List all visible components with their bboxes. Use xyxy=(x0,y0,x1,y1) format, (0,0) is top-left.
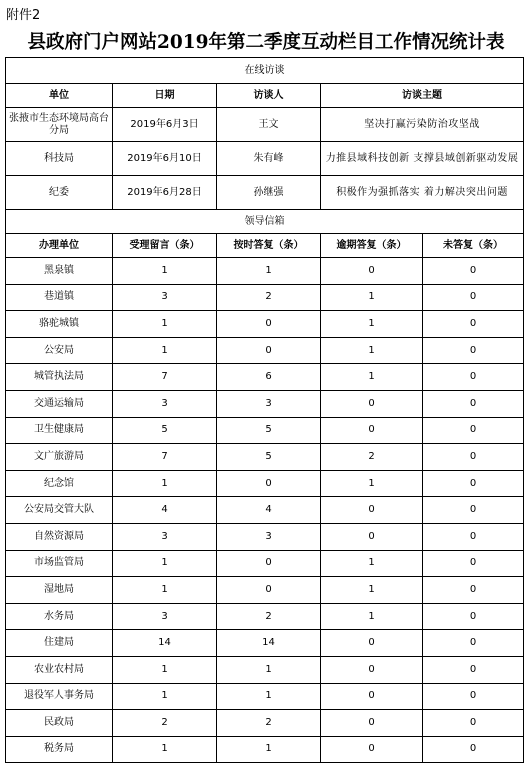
mailbox-ontime: 4 xyxy=(217,497,321,524)
mailbox-header-unit: 办理单位 xyxy=(6,234,113,258)
interview-row xyxy=(6,142,524,176)
mailbox-ontime: 2 xyxy=(217,603,321,630)
mailbox-ontime: 2 xyxy=(217,710,321,737)
mailbox-received: 7 xyxy=(113,364,217,391)
attachment-label: 附件2 xyxy=(6,8,41,23)
interview-unit: 科技局 xyxy=(6,142,113,176)
interview-topic: 积极作为强抓落实 着力解决突出问题 xyxy=(321,176,524,210)
interview-header-interviewee: 访谈人 xyxy=(217,84,321,108)
mailbox-received: 1 xyxy=(113,683,217,710)
table-row xyxy=(6,417,524,444)
mailbox-ontime: 14 xyxy=(217,630,321,657)
table-row xyxy=(6,497,524,524)
mailbox-ontime: 0 xyxy=(217,311,321,338)
mailbox-unanswered: 0 xyxy=(423,444,524,471)
mailbox-overdue: 1 xyxy=(321,364,423,391)
mailbox-unanswered: 0 xyxy=(423,258,524,285)
mailbox-unanswered: 0 xyxy=(423,683,524,710)
mailbox-overdue: 0 xyxy=(321,523,423,550)
interview-topic: 坚决打赢污染防治攻坚战 xyxy=(321,108,524,142)
mailbox-overdue: 0 xyxy=(321,710,423,737)
mailbox-overdue: 0 xyxy=(321,417,423,444)
mailbox-unanswered: 0 xyxy=(423,523,524,550)
mailbox-header-unanswered: 未答复（条） xyxy=(423,234,524,258)
mailbox-received: 1 xyxy=(113,258,217,285)
mailbox-header-received: 受理留言（条） xyxy=(113,234,217,258)
mailbox-received: 3 xyxy=(113,603,217,630)
table-row xyxy=(6,630,524,657)
mailbox-unit: 公安局交管大队 xyxy=(6,497,113,524)
interview-date: 2019年6月28日 xyxy=(113,176,217,210)
mailbox-overdue: 0 xyxy=(321,736,423,763)
mailbox-unit: 文广旅游局 xyxy=(6,444,113,471)
mailbox-unanswered: 0 xyxy=(423,390,524,417)
table-row xyxy=(6,736,524,763)
mailbox-unit: 城管执法局 xyxy=(6,364,113,391)
mailbox-received: 1 xyxy=(113,656,217,683)
mailbox-ontime: 1 xyxy=(217,683,321,710)
mailbox-unit: 退役军人事务局 xyxy=(6,683,113,710)
mailbox-overdue: 2 xyxy=(321,444,423,471)
interview-row xyxy=(6,108,524,142)
mailbox-received: 3 xyxy=(113,390,217,417)
mailbox-received: 1 xyxy=(113,337,217,364)
mailbox-ontime: 1 xyxy=(217,656,321,683)
mailbox-unit: 税务局 xyxy=(6,736,113,763)
interview-header-date: 日期 xyxy=(113,84,217,108)
mailbox-unit: 水务局 xyxy=(6,603,113,630)
table-row xyxy=(6,337,524,364)
mailbox-overdue: 1 xyxy=(321,337,423,364)
mailbox-unanswered: 0 xyxy=(423,656,524,683)
mailbox-unanswered: 0 xyxy=(423,710,524,737)
mailbox-unit: 公安局 xyxy=(6,337,113,364)
mailbox-ontime: 0 xyxy=(217,337,321,364)
mailbox-ontime: 0 xyxy=(217,550,321,577)
mailbox-header-overdue: 逾期答复（条） xyxy=(321,234,423,258)
interview-header-unit: 单位 xyxy=(6,84,113,108)
table-row xyxy=(6,683,524,710)
mailbox-overdue: 1 xyxy=(321,550,423,577)
mailbox-unanswered: 0 xyxy=(423,311,524,338)
interview-header-topic: 访谈主题 xyxy=(321,84,524,108)
mailbox-received: 1 xyxy=(113,577,217,604)
mailbox-received: 1 xyxy=(113,311,217,338)
mailbox-unit: 骆驼城镇 xyxy=(6,311,113,338)
mailbox-unanswered: 0 xyxy=(423,417,524,444)
table-row xyxy=(6,284,524,311)
table-row xyxy=(6,710,524,737)
mailbox-unit: 市场监管局 xyxy=(6,550,113,577)
mailbox-received: 3 xyxy=(113,523,217,550)
mailbox-received: 7 xyxy=(113,444,217,471)
mailbox-unit: 卫生健康局 xyxy=(6,417,113,444)
interview-topic: 力推县域科技创新 支撑县域创新驱动发展 xyxy=(321,142,524,176)
mailbox-unit: 纪念馆 xyxy=(6,470,113,497)
mailbox-overdue: 0 xyxy=(321,390,423,417)
mailbox-unit: 住建局 xyxy=(6,630,113,657)
table-row xyxy=(6,364,524,391)
table-row xyxy=(6,577,524,604)
table-row xyxy=(6,550,524,577)
mailbox-unanswered: 0 xyxy=(423,550,524,577)
mailbox-unanswered: 0 xyxy=(423,470,524,497)
table-row xyxy=(6,523,524,550)
interview-date: 2019年6月3日 xyxy=(113,108,217,142)
mailbox-overdue: 1 xyxy=(321,603,423,630)
interview-person: 王文 xyxy=(217,108,321,142)
mailbox-ontime: 5 xyxy=(217,417,321,444)
mailbox-unit: 湿地局 xyxy=(6,577,113,604)
mailbox-received: 3 xyxy=(113,284,217,311)
mailbox-ontime: 0 xyxy=(217,577,321,604)
mailbox-received: 4 xyxy=(113,497,217,524)
mailbox-overdue: 0 xyxy=(321,683,423,710)
mailbox-unanswered: 0 xyxy=(423,603,524,630)
mailbox-received: 1 xyxy=(113,550,217,577)
mailbox-overdue: 1 xyxy=(321,470,423,497)
table-row xyxy=(6,656,524,683)
mailbox-unanswered: 0 xyxy=(423,337,524,364)
interview-row xyxy=(6,176,524,210)
mailbox-ontime: 3 xyxy=(217,390,321,417)
mailbox-unit: 农业农村局 xyxy=(6,656,113,683)
mailbox-unanswered: 0 xyxy=(423,364,524,391)
mailbox-overdue: 0 xyxy=(321,656,423,683)
mailbox-ontime: 6 xyxy=(217,364,321,391)
mailbox-ontime: 5 xyxy=(217,444,321,471)
mailbox-overdue: 0 xyxy=(321,497,423,524)
table-row xyxy=(6,311,524,338)
mailbox-overdue: 1 xyxy=(321,311,423,338)
mailbox-received: 1 xyxy=(113,470,217,497)
table-row xyxy=(6,258,524,285)
interview-unit: 纪委 xyxy=(6,176,113,210)
mailbox-overdue: 0 xyxy=(321,630,423,657)
mailbox-unanswered: 0 xyxy=(423,577,524,604)
mailbox-unanswered: 0 xyxy=(423,736,524,763)
table-row xyxy=(6,603,524,630)
mailbox-unanswered: 0 xyxy=(423,284,524,311)
mailbox-unit: 自然资源局 xyxy=(6,523,113,550)
mailbox-received: 14 xyxy=(113,630,217,657)
interview-header-row xyxy=(6,84,524,108)
mailbox-header-row xyxy=(6,234,524,258)
mailbox-overdue: 0 xyxy=(321,258,423,285)
mailbox-header-ontime: 按时答复（条） xyxy=(217,234,321,258)
mailbox-ontime: 0 xyxy=(217,470,321,497)
interview-unit: 张掖市生态环境局高台分局 xyxy=(6,108,113,142)
mailbox-unit: 交通运输局 xyxy=(6,390,113,417)
mailbox-overdue: 1 xyxy=(321,284,423,311)
interview-person: 朱有峰 xyxy=(217,142,321,176)
mailbox-unit: 巷道镇 xyxy=(6,284,113,311)
statistics-table xyxy=(5,57,524,763)
mailbox-unanswered: 0 xyxy=(423,630,524,657)
mailbox-unit: 黑泉镇 xyxy=(6,258,113,285)
mailbox-section-title: 领导信箱 xyxy=(6,210,524,234)
interview-section-title: 在线访谈 xyxy=(6,58,524,84)
mailbox-ontime: 3 xyxy=(217,523,321,550)
mailbox-ontime: 1 xyxy=(217,258,321,285)
mailbox-received: 2 xyxy=(113,710,217,737)
table-row xyxy=(6,390,524,417)
mailbox-overdue: 1 xyxy=(321,577,423,604)
mailbox-unit: 民政局 xyxy=(6,710,113,737)
mailbox-unanswered: 0 xyxy=(423,497,524,524)
mailbox-ontime: 1 xyxy=(217,736,321,763)
mailbox-received: 1 xyxy=(113,736,217,763)
mailbox-ontime: 2 xyxy=(217,284,321,311)
table-row xyxy=(6,470,524,497)
interview-person: 孙继强 xyxy=(217,176,321,210)
table-row xyxy=(6,444,524,471)
page-title: 县政府门户网站2019年第二季度互动栏目工作情况统计表 xyxy=(27,32,505,53)
interview-date: 2019年6月10日 xyxy=(113,142,217,176)
mailbox-received: 5 xyxy=(113,417,217,444)
